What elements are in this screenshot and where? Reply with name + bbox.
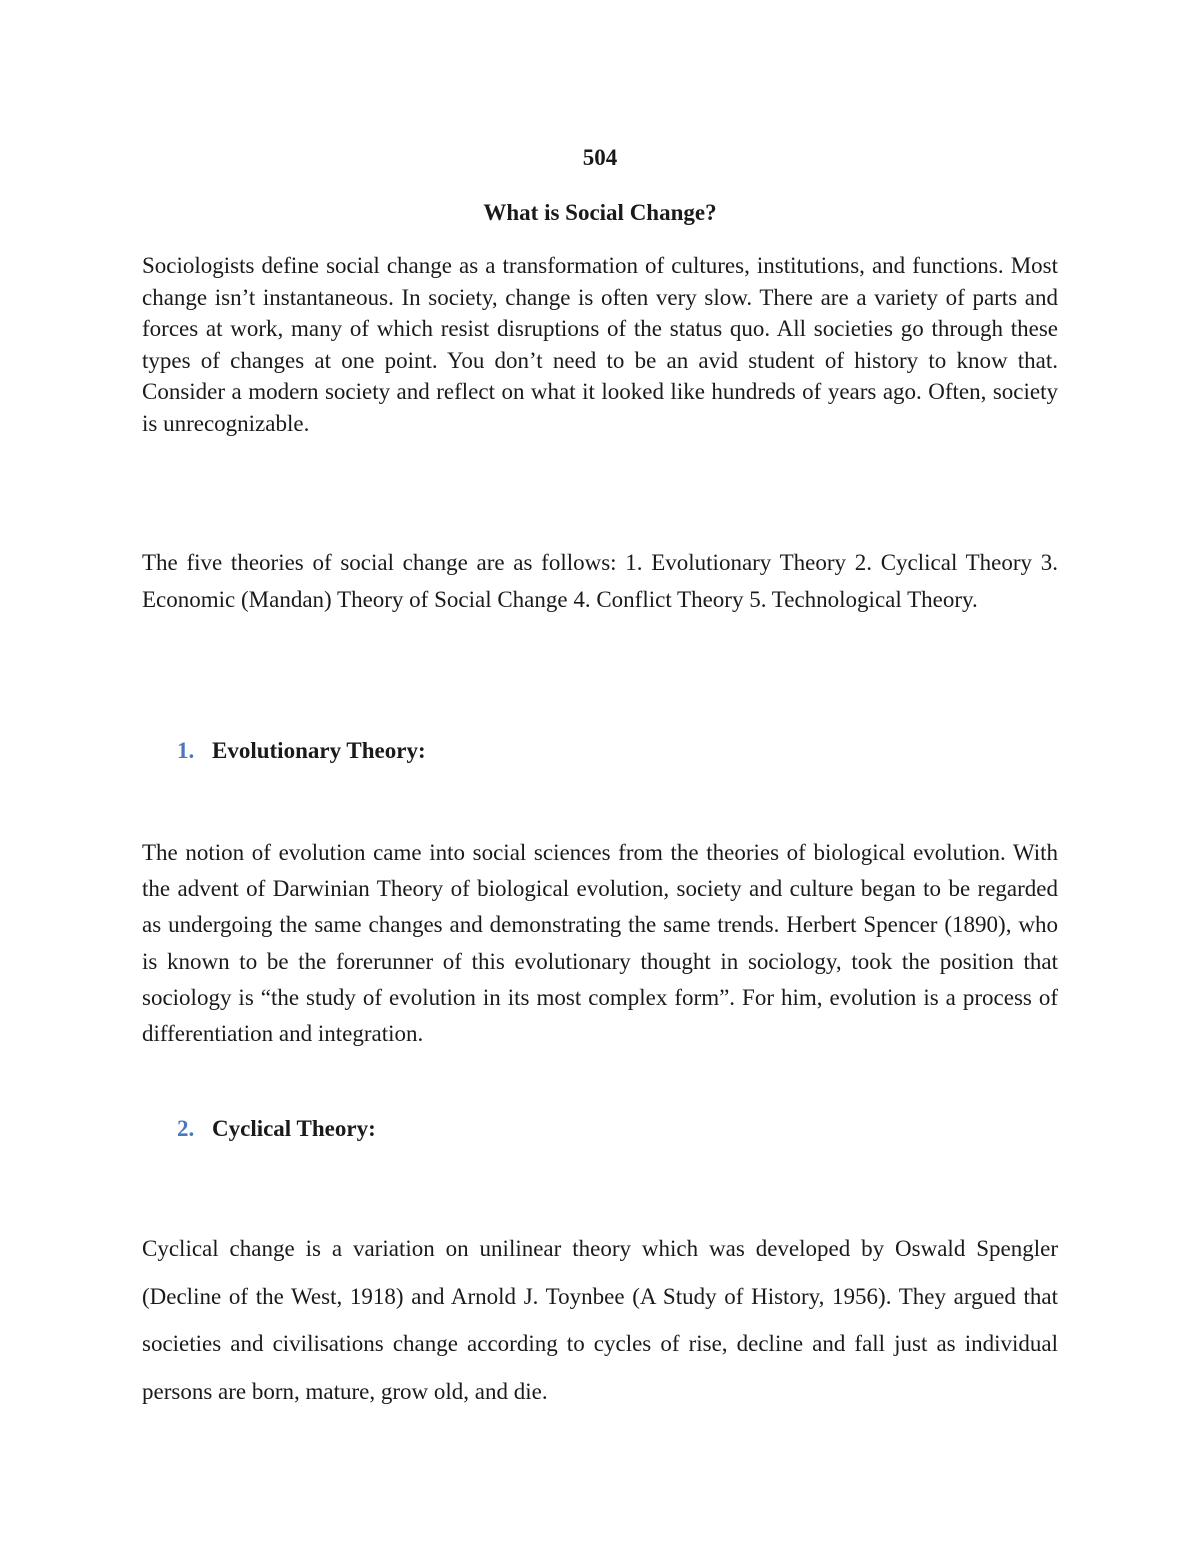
page-title: What is Social Change? [483, 200, 717, 225]
heading-label: Evolutionary Theory: [212, 738, 426, 763]
page-number: 504 [582, 145, 618, 170]
intro-paragraph: Sociologists define social change as a transformation of cultures, institutions, and functions. Most change isn’t instantaneous. In society, change is often very slow. There are a variety of parts and forces at work, many of which resist disruptions of the status quo. All societies go through these types of changes at one point. You don’t need to be an avid student of history to know that. Consider a modern society and reflect on what it looked like hundreds of years ago. Often, society is unrecognizable. [142, 253, 1058, 436]
list-number: 1. [177, 738, 195, 763]
theories-list-paragraph: The five theories of social change are as follows: 1. Evolutionary Theory 2. Cyclical Theory 3. Economic (Mandan) Theory of Social Change 4. Conflict Theory 5. Technological Theory. [142, 550, 1058, 612]
list-number: 2. [177, 1116, 195, 1141]
heading-cyclical-theory [177, 1113, 376, 1145]
evolution-paragraph: The notion of evolution came into social sciences from the theories of biological evolution. With the advent of Darwinian Theory of biological evolution, society and culture began to be regarded as undergoing the same changes and demonstrating the same trends. Herbert Spencer (1890), who is known to be the forerunner of this evolutionary thought in sociology, took the position that sociology is “the study of evolution in its most complex form”. For him, evolution is a process of differentiation and integration. [142, 840, 1058, 1047]
heading-evolutionary-theory [177, 735, 426, 767]
heading-label: Cyclical Theory: [212, 1116, 376, 1141]
cyclical-paragraph: Cyclical change is a variation on unilinear theory which was developed by Oswald Spengler (Decline of the West, 1918) and Arnold J. Toynbee (A Study of History, 1956). They argued that societies and civilisations change according to cycles of rise, decline and fall just as individual persons are born, mature, grow old, and die. [142, 1236, 1058, 1404]
